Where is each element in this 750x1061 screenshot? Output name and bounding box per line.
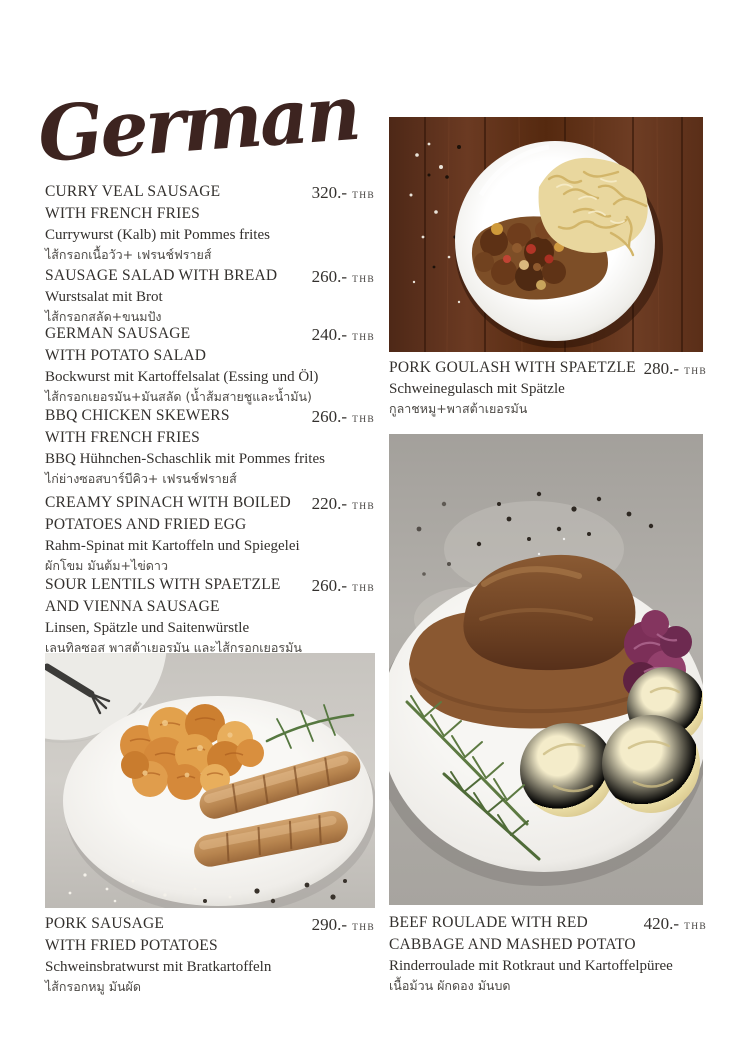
menu-item-pork-sausage [45, 913, 375, 996]
menu-item-beef-roulade [389, 912, 707, 995]
item-price: 290.- THB [311, 915, 375, 934]
menu-item-creamy-spinach [45, 492, 375, 575]
item-subtitle-german: Bockwurst mit Kartoffelsalat (Essing und Öl) [45, 369, 319, 385]
menu-item-pork-goulash [389, 357, 707, 418]
item-price: 260.- THB [311, 267, 375, 286]
item-subtitle-german: Linsen, Spätzle und Saitenwürstle [45, 620, 250, 636]
menu-item-bbq-chicken-skewers [45, 405, 375, 488]
item-name: PORK GOULASH WITH SPAETZLE [389, 359, 636, 376]
item-name: GERMAN SAUSAGE WITH POTATO SALAD [45, 325, 207, 364]
item-subtitle-german: Currywurst (Kalb) mit Pommes frites [45, 227, 270, 243]
item-price: 260.- THB [311, 576, 375, 595]
menu-item-curry-veal-sausage [45, 181, 375, 264]
photo-beef-roulade [389, 434, 703, 905]
item-price: 240.- THB [311, 325, 375, 344]
item-subtitle-thai: เนื้อม้วน ผักดอง มันบด [389, 978, 511, 993]
menu-item-german-sausage [45, 323, 375, 406]
item-subtitle-german: Wurstsalat mit Brot [45, 289, 163, 305]
item-price: 260.- THB [311, 407, 375, 426]
item-name: BEEF ROULADE WITH RED CABBAGE AND MASHED POTATO [389, 914, 636, 953]
item-subtitle-thai: กูลาชหมู+พาสต้าเยอรมัน [389, 401, 528, 416]
item-name: CREAMY SPINACH WITH BOILED POTATOES AND FRIED EGG [45, 494, 291, 533]
item-name: SOUR LENTILS WITH SPAETZLE AND VIENNA SAUSAGE [45, 576, 281, 615]
item-name: PORK SAUSAGE WITH FRIED POTATOES [45, 915, 218, 954]
photo-pork-sausage [45, 653, 375, 908]
item-name: CURRY VEAL SAUSAGE WITH FRENCH FRIES [45, 183, 221, 222]
item-name: SAUSAGE SALAD WITH BREAD [45, 267, 278, 284]
menu-item-sausage-salad [45, 265, 375, 326]
item-subtitle-thai: ไส้กรอกสลัด+ขนมปัง [45, 309, 162, 324]
item-price: 220.- THB [311, 494, 375, 513]
item-price: 420.- THB [643, 914, 707, 933]
item-subtitle-thai: ไก่ย่างซอสบาร์บีคิว+ เฟรนช์ฟรายส์ [45, 471, 237, 486]
item-subtitle-thai: ผักโขม มันต้ม+ไข่ดาว [45, 558, 168, 573]
pork-goulash-image [389, 117, 703, 352]
item-subtitle-thai: ไส้กรอกเนื้อวัว+ เฟรนช์ฟรายส์ [45, 247, 212, 262]
pork-sausage-image [45, 653, 375, 908]
item-subtitle-thai: ไส้กรอกหมู มันผัด [45, 979, 141, 994]
item-subtitle-german: Schweinsbratwurst mit Bratkartoffeln [45, 959, 272, 975]
item-subtitle-german: Schweinegulasch mit Spätzle [389, 381, 565, 397]
item-subtitle-thai: ไส้กรอกเยอรมัน+มันสลัด (น้ำส้มสายชูและน้ำมัน) [45, 389, 312, 404]
item-subtitle-german: Rinderroulade mit Rotkraut und Kartoffelpüree [389, 958, 673, 974]
item-subtitle-german: Rahm-Spinat mit Kartoffeln und Spiegelei [45, 538, 300, 554]
item-name: BBQ CHICKEN SKEWERS WITH FRENCH FRIES [45, 407, 230, 446]
menu-item-sour-lentils [45, 574, 375, 657]
beef-roulade-image [389, 434, 703, 905]
item-subtitle-thai: เลนทิลซอส พาสต้าเยอรมัน และไส้กรอกเยอรมัน [45, 640, 302, 655]
page-title: German [35, 67, 361, 180]
item-subtitle-german: BBQ Hühnchen-Schaschlik mit Pommes frites [45, 451, 325, 467]
item-price: 280.- THB [643, 359, 707, 378]
photo-pork-goulash [389, 117, 703, 352]
item-price: 320.- THB [311, 183, 375, 202]
